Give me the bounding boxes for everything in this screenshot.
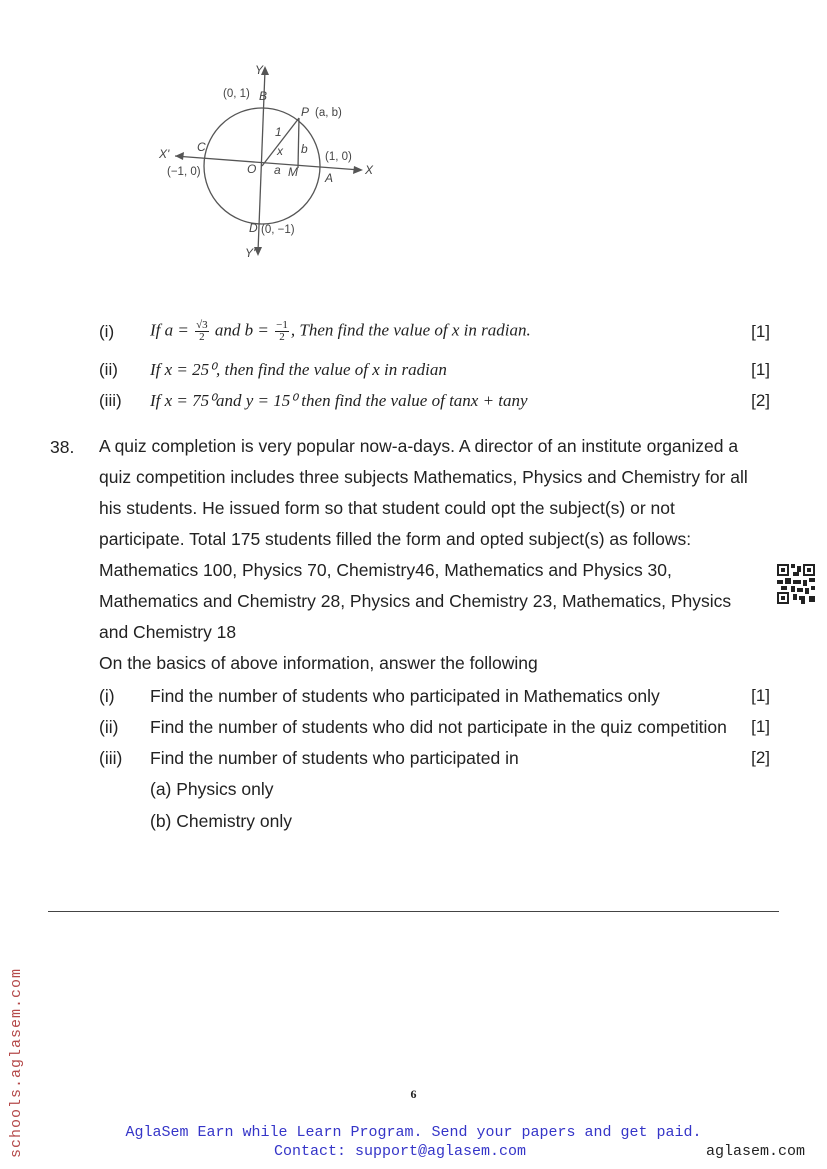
coord-a: (1, 0) — [325, 151, 352, 163]
fraction-a — [195, 320, 209, 343]
marks: [2] — [751, 391, 770, 410]
label-d: D — [249, 221, 258, 235]
fraction-b — [275, 320, 289, 343]
question-number: 38. — [50, 437, 75, 457]
q37-part-ii-text: If x = 25⁰, then find the value of x in radian — [150, 360, 447, 379]
coord-p: (a, b) — [315, 107, 342, 119]
stem-line: quiz competition includes three subjects Mathematics, Physics and Chemistry for all — [99, 467, 748, 487]
marks: [1] — [751, 360, 770, 379]
q38-part-ii-text: Find the number of students who did not participate in the quiz competition — [150, 717, 727, 737]
marks: [2] — [751, 748, 770, 767]
marks: [1] — [751, 686, 770, 705]
marks: [1] — [751, 322, 770, 341]
qr-code-icon — [777, 564, 815, 604]
q37-part-i-text — [150, 320, 531, 343]
unit-circle-diagram — [155, 52, 405, 267]
label-m: M — [288, 165, 298, 179]
marks: [1] — [751, 717, 770, 736]
q37-part-iii-text: If x = 75⁰and y = 15⁰ then find the value of tanx + tany — [150, 391, 528, 410]
q38-part-iii-number: (iii) — [99, 748, 123, 768]
program-line: AglaSem Earn while Learn Program. Send your papers and get paid. — [125, 1124, 702, 1141]
label-angle-x: x — [277, 144, 283, 158]
stem-line: his students. He issued form so that student could opt the subject(s) or not — [99, 498, 675, 518]
q38-part-i-text: Find the number of students who participated in Mathematics only — [150, 686, 660, 706]
frac-num: −1 — [276, 319, 288, 331]
stem-line: Mathematics 100, Physics 70, Chemistry46, Mathematics and Physics 30, — [99, 560, 672, 580]
label-b-point: B — [259, 89, 268, 103]
stem-line: and Chemistry 18 — [99, 622, 237, 642]
stem-line: A quiz completion is very popular now-a-days. A director of an institute organized a — [99, 436, 739, 456]
stem-line: participate. Total 175 students filled the form and opted subject(s) as follows: — [99, 529, 692, 549]
label-b-length: b — [301, 142, 308, 156]
q37-i-post: , Then find the value of x in radian. — [290, 320, 531, 340]
frac-den: 2 — [279, 331, 285, 343]
footer-divider — [48, 911, 779, 912]
q38-part-i-number: (i) — [99, 686, 115, 706]
label-a-length: a — [274, 163, 281, 177]
q38-part-iii-text: Find the number of students who participated in — [150, 748, 519, 768]
q38-intro: On the basics of above information, answer the following — [99, 653, 538, 673]
label-y: Y — [255, 63, 264, 77]
coord-c: (−1, 0) — [167, 166, 201, 178]
label-c: C — [197, 140, 206, 154]
label-o: O — [247, 162, 257, 176]
q37-i-mid: and b = — [210, 320, 274, 340]
q37-i-pre: If a = — [150, 320, 194, 340]
side-watermark-text: schools.aglasem.com — [8, 967, 25, 1158]
label-x: X — [365, 163, 374, 177]
coord-d: (0, −1) — [261, 224, 295, 236]
frac-den: 2 — [199, 331, 205, 343]
q38-stem — [99, 431, 779, 679]
frac-num: √3 — [196, 319, 208, 331]
q38-part-ii-number: (ii) — [99, 717, 119, 737]
q38-subpart-b: (b) Chemistry only — [150, 811, 292, 831]
q37-part-i-number: (i) — [99, 322, 115, 341]
contact-line: Contact: support@aglasem.com — [274, 1143, 527, 1160]
coord-b: (0, 1) — [223, 88, 250, 100]
q38-subpart-a: (a) Physics only — [150, 779, 274, 799]
label-p: P — [301, 105, 310, 119]
q37-part-iii-number: (iii) — [99, 391, 122, 410]
label-radius: 1 — [275, 125, 282, 139]
label-a-point: A — [325, 171, 334, 185]
page-number: 6 — [410, 1087, 417, 1101]
site-link[interactable]: aglasem.com — [706, 1143, 806, 1160]
label-x-prime: X' — [159, 147, 170, 161]
q37-part-ii-number: (ii) — [99, 360, 118, 379]
label-y-prime: Y' — [245, 246, 256, 260]
stem-line: Mathematics and Chemistry 28, Physics and Chemistry 23, Mathematics, Physics — [99, 591, 732, 611]
